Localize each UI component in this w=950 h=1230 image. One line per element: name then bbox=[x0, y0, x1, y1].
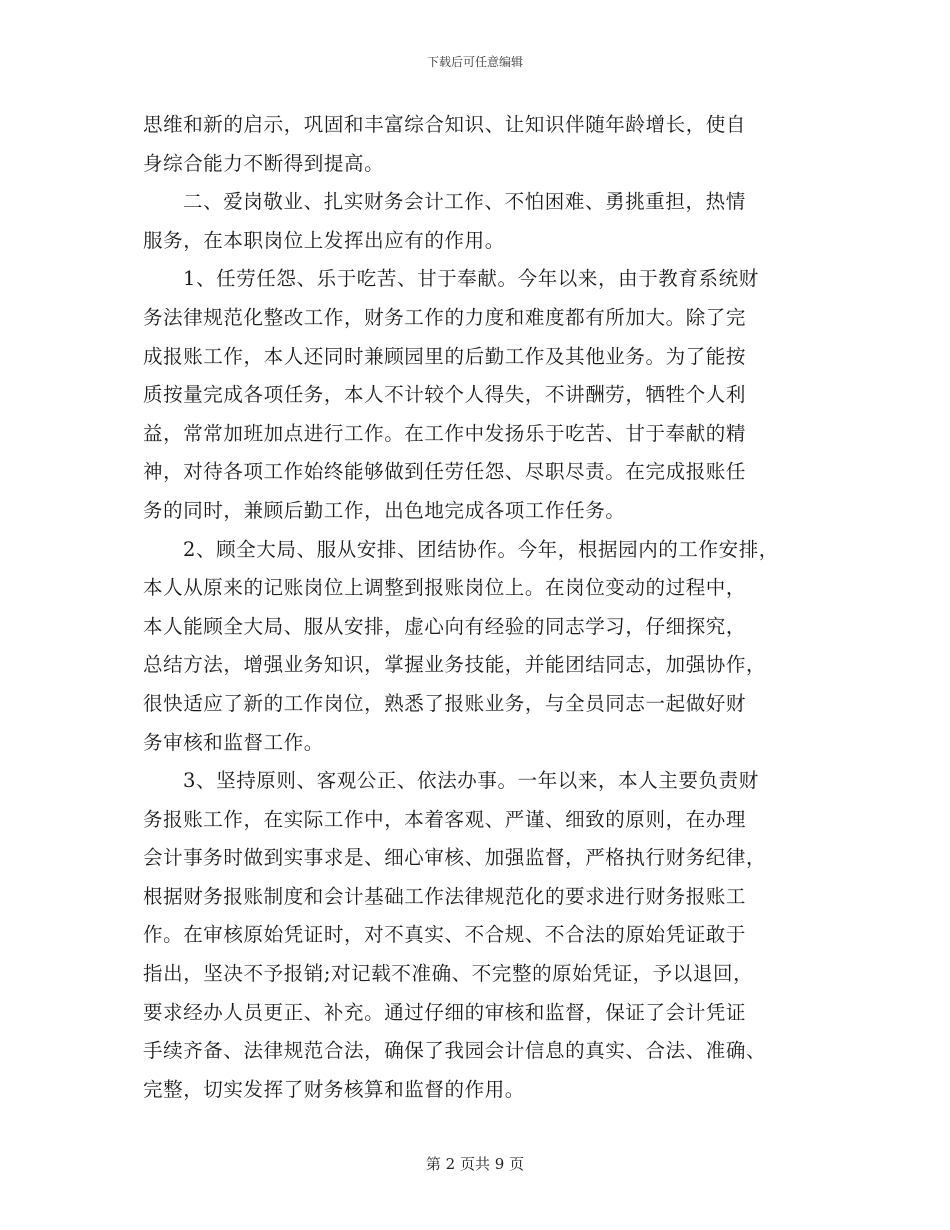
text-line: 质按量完成各项任务，本人不计较个人得失，不讲酬劳，牺牲个人利 bbox=[143, 383, 747, 407]
text-line: 完整，切实发挥了财务核算和监督的作用。 bbox=[143, 1077, 525, 1101]
text-line: 思维和新的启示，巩固和丰富综合知识、让知识伴随年龄增长，使自 bbox=[143, 113, 747, 136]
text-line: 益，常常加班加点进行工作。在工作中发扬乐于吃苦、甘于奉献的精 bbox=[143, 421, 747, 445]
text-line: 总结方法，增强业务知识，掌握业务技能，并能团结同志，加强协作， bbox=[143, 653, 767, 677]
text-line: 务法律规范化整改工作，财务工作的力度和难度都有所加大。除了完 bbox=[143, 305, 747, 329]
text-line: 本人从原来的记账岗位上调整到报账岗位上。在岗位变动的过程中， bbox=[143, 576, 747, 600]
paragraph-start: 1、任劳任怨、乐于吃苦、甘于奉献。今年以来，由于教育系统财 bbox=[183, 267, 759, 291]
text-line: 神，对待各项工作始终能够做到任劳任怨、尽职尽责。在完成报账任 bbox=[143, 460, 747, 484]
page-header: 下载后可任意编辑 bbox=[426, 55, 523, 69]
page-number: 第 2 页共 9 页 bbox=[425, 1155, 525, 1173]
text-line: 根据财务报账制度和会计基础工作法律规范化的要求进行财务报账工 bbox=[143, 884, 747, 908]
text-line: 要求经办人员更正、补充。通过仔细的审核和监督，保证了会计凭证 bbox=[143, 1000, 747, 1024]
text-line: 指出，坚决不予报销;对记载不准确、不完整的原始凭证，予以退回， bbox=[143, 962, 754, 986]
text-line: 务审核和监督工作。 bbox=[143, 730, 324, 754]
text-line: 务的同时，兼顾后勤工作，出色地完成各项工作任务。 bbox=[143, 498, 626, 522]
text-line: 身综合能力不断得到提高。 bbox=[143, 151, 385, 175]
text-line: 作。在审核原始凭证时，对不真实、不合规、不合法的原始凭证敢于 bbox=[143, 923, 747, 947]
text-line: 成报账工作，本人还同时兼顾园里的后勤工作及其他业务。为了能按 bbox=[143, 344, 747, 368]
paragraph-start: 3、坚持原则、客观公正、依法办事。一年以来，本人主要负责财 bbox=[183, 769, 759, 793]
text-line: 本人能顾全大局、服从安排，虚心向有经验的同志学习，仔细探究， bbox=[143, 614, 747, 638]
paragraph-start: 2、顾全大局、服从安排、团结协作。今年，根据园内的工作安排， bbox=[183, 537, 779, 561]
text-line: 会计事务时做到实事求是、细心审核、加强监督，严格执行财务纪律， bbox=[143, 846, 767, 870]
text-line: 务报账工作，在实际工作中，本着客观、严谨、细致的原则，在办理 bbox=[143, 807, 747, 831]
text-line: 很快适应了新的工作岗位，熟悉了报账业务，与全员同志一起做好财 bbox=[143, 691, 747, 715]
section-heading: 二、爱岗敬业、扎实财务会计工作、不怕困难、勇挑重担，热情 bbox=[183, 190, 746, 214]
text-line: 手续齐备、法律规范合法，确保了我园会计信息的真实、合法、准确、 bbox=[143, 1039, 767, 1063]
document-body bbox=[143, 106, 823, 1109]
text-line: 服务，在本职岗位上发挥出应有的作用。 bbox=[143, 228, 505, 252]
